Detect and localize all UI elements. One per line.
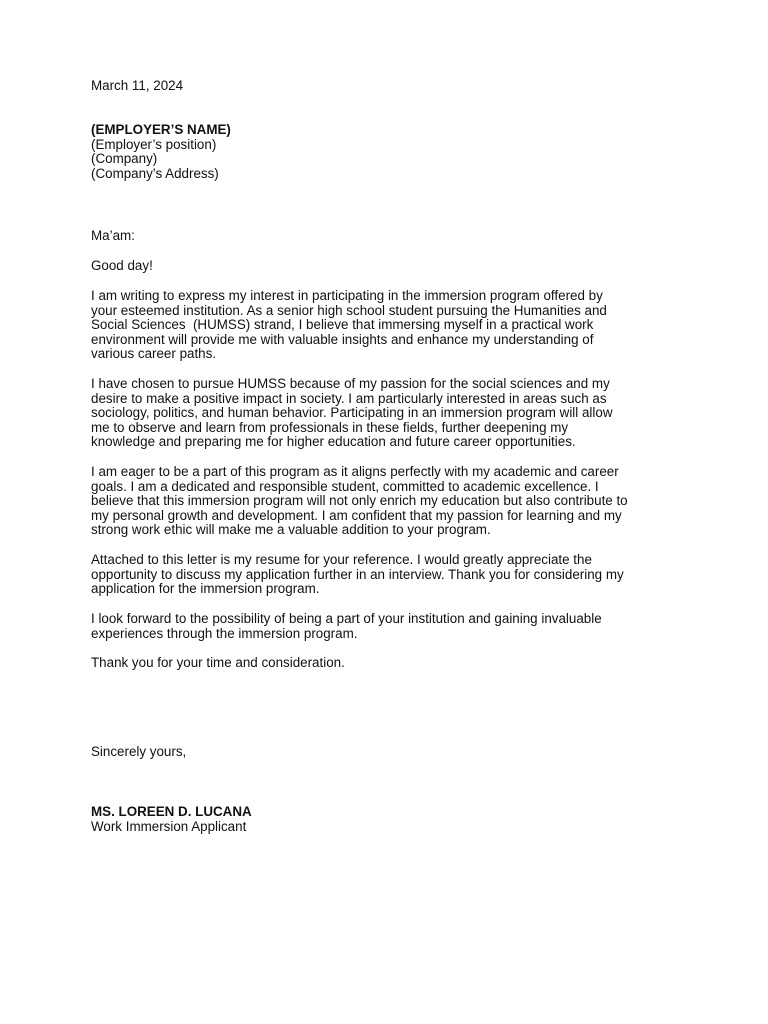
paragraph-line: my personal growth and development. I am confident that my passion for learning and my — [91, 507, 622, 523]
body-paragraph-6 — [91, 656, 691, 671]
signature-title: Work Immersion Applicant — [91, 818, 247, 834]
paragraph-line: desire to make a positive impact in society. I am particularly interested in areas such as — [91, 390, 607, 406]
paragraph-line: sociology, politics, and human behavior. Participating in an immersion program will allow — [91, 405, 613, 421]
greeting: Good day! — [91, 258, 153, 273]
paragraph-line: various career paths. — [91, 346, 217, 362]
paragraph-line: environment will provide me with valuable insights and enhance my understanding of — [91, 331, 594, 347]
signature-name: MS. LOREEN D. LUCANA — [91, 804, 252, 819]
recipient-name: (EMPLOYER’S NAME) — [91, 122, 231, 137]
paragraph-line: me to observe and learn from professionals in these fields, further deepening my — [91, 419, 569, 435]
paragraph-line: I look forward to the possibility of being a part of your institution and gaining invaluable — [91, 611, 602, 626]
paragraph-line: Thank you for your time and consideration. — [91, 655, 345, 670]
paragraph-line: I am writing to express my interest in participating in the immersion program offered by — [91, 288, 603, 303]
letter-date: March 11, 2024 — [91, 78, 184, 93]
body-paragraph-1 — [91, 289, 691, 362]
body-paragraph-5 — [91, 612, 691, 641]
body-paragraph-4 — [91, 553, 691, 597]
body-paragraph-2 — [91, 377, 691, 450]
paragraph-line: believe that this immersion program will not only enrich my education but also contribute to — [91, 493, 628, 509]
paragraph-line: Attached to this letter is my resume for your reference. I would greatly appreciate the — [91, 552, 592, 567]
recipient-address: (Company’s Address) — [91, 165, 219, 181]
paragraph-line: opportunity to discuss my application further in an interview. Thank you for considering my — [91, 566, 624, 582]
paragraph-line: knowledge and preparing me for higher education and future career opportunities. — [91, 434, 576, 450]
paragraph-line: Social Sciences (HUMSS) strand, I believe that immersing myself in a practical work — [91, 317, 594, 333]
paragraph-line: I am eager to be a part of this program as it aligns perfectly with my academic and career — [91, 464, 619, 479]
paragraph-line: goals. I am a dedicated and responsible student, committed to academic excellence. I — [91, 478, 599, 494]
paragraph-line: I have chosen to pursue HUMSS because of my passion for the social sciences and my — [91, 376, 610, 391]
recipient-block — [91, 123, 691, 181]
paragraph-line: your esteemed institution. As a senior high school student pursuing the Humanities and — [91, 302, 607, 318]
paragraph-line: strong work ethic will make me a valuable addition to your program. — [91, 522, 491, 538]
recipient-position: (Employer’s position) — [91, 136, 217, 152]
signature-block — [91, 805, 691, 834]
salutation: Ma’am: — [91, 228, 135, 243]
paragraph-line: application for the immersion program. — [91, 581, 320, 597]
recipient-company: (Company) — [91, 151, 158, 167]
paragraph-line: experiences through the immersion program. — [91, 625, 358, 641]
body-paragraph-3 — [91, 465, 691, 538]
closing: Sincerely yours, — [91, 744, 187, 759]
